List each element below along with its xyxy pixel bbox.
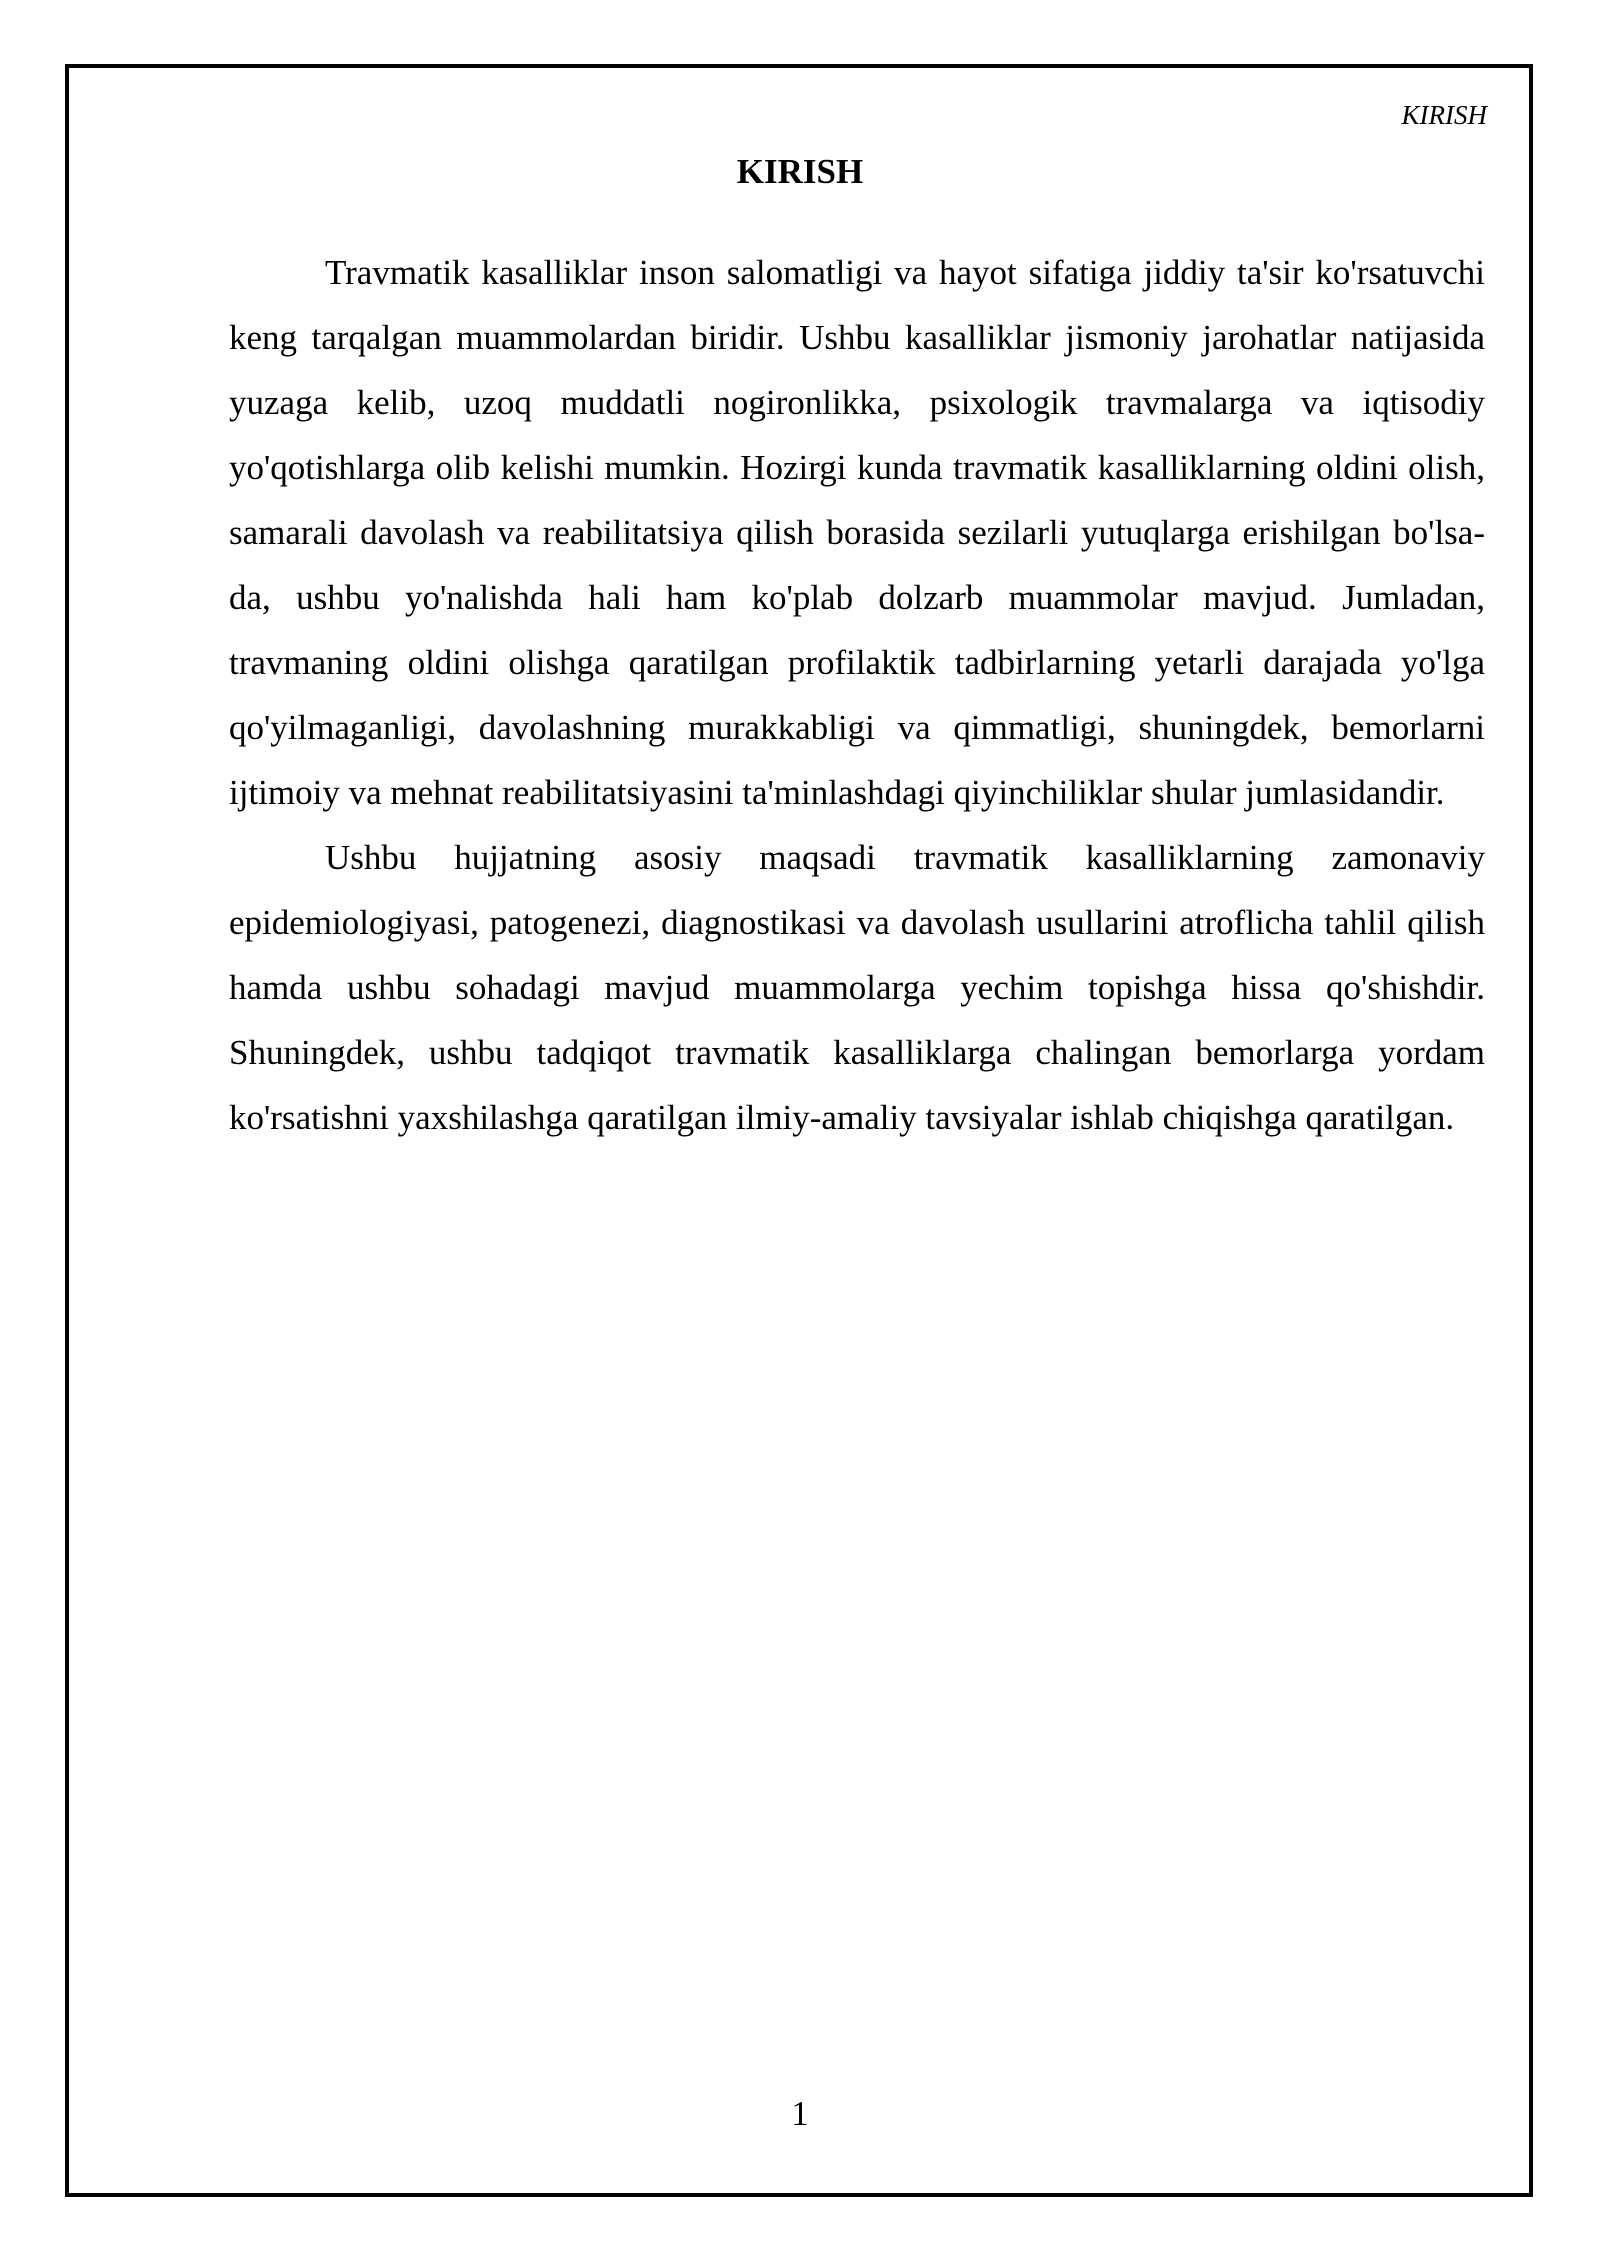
body-text <box>229 240 1485 1150</box>
page-number: 1 <box>791 2094 809 2133</box>
running-header: KIRISH <box>1401 100 1487 130</box>
section-heading: KIRISH <box>736 152 864 191</box>
paragraph-intro: Travmatik kasalliklar inson salomatligi va hayot sifatiga jiddiy ta'sir ko'rsatuvchi keng tarqalgan muammolardan biridir. Ushbu kasalliklar jismoniy jarohatlar natijasida yuzaga kelib, uzoq muddatli nogironlikka, psixologik travmalarga va iqtisodiy yo'qotishlarga olib kelishi mumkin. Hozirgi kunda travmatik kasalliklarning oldini olish, samarali davolash va reabilitatsiya qilish borasida sezilarli yutuqlarga erishilgan bo'lsa-da, ushbu yo'nalishda hali ham ko'plab dolzarb muammolar mavjud. Jumladan, travmaning oldini olishga qaratilgan profilaktik tadbirlarning yetarli darajada yo'lga qo'yilmaganligi, davolashning murakkabligi va qimmatligi, shuningdek, bemorlarni ijtimoiy va mehnat reabilitatsiyasini ta'minlashdagi qiyinchiliklar shular jumlasidandir. <box>229 253 1485 812</box>
paragraph-purpose: Ushbu hujjatning asosiy maqsadi travmatik kasalliklarning zamonaviy epidemiologiyasi, patogenezi, diagnostikasi va davolash usullarini atroflicha tahlil qilish hamda ushbu sohadagi mavjud muammolarga yechim topishga hissa qo'shishdir. Shuningdek, ushbu tadqiqot travmatik kasalliklarga chalingan bemorlarga yordam ko'rsatishni yaxshilashga qaratilgan ilmiy-amaliy tavsiyalar ishlab chiqishga qaratilgan. <box>229 838 1485 1137</box>
